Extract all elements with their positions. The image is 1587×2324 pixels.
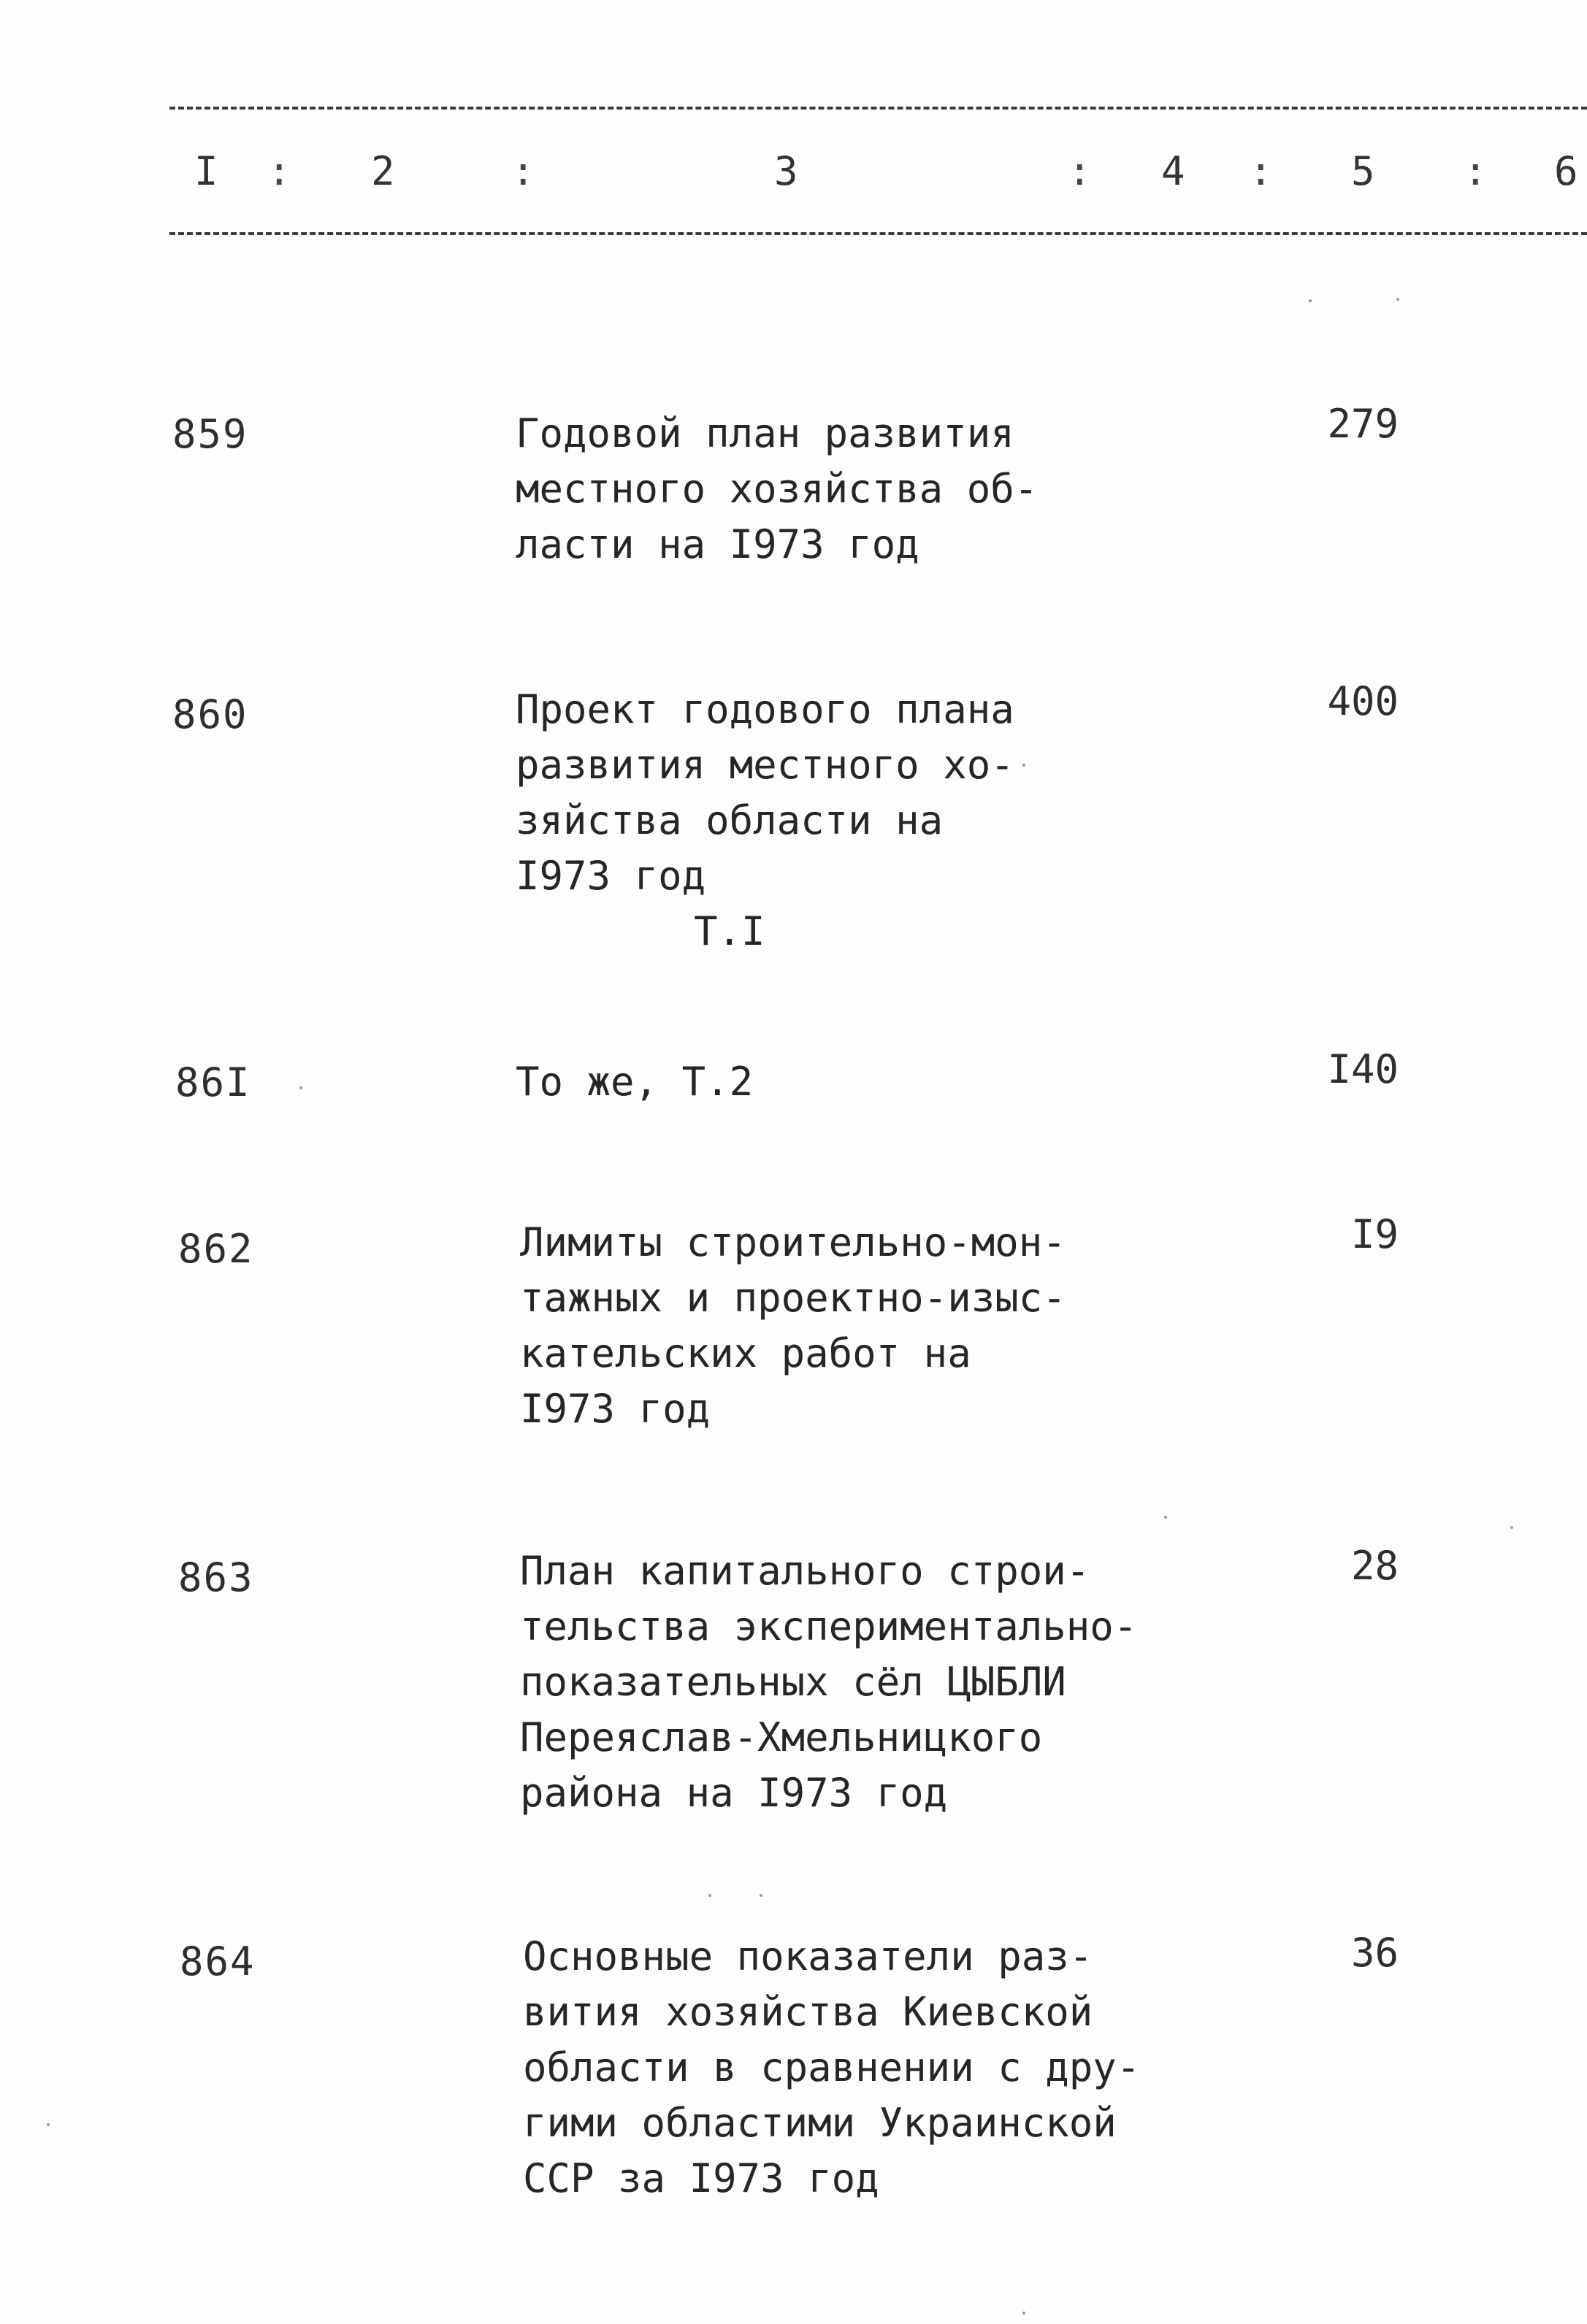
row-number: 859 [172, 411, 248, 457]
title-line: тажных и проектно-изыс- [520, 1275, 1066, 1321]
header-col-2: 2 [371, 148, 395, 194]
title-line: Основные показатели раз- [523, 1933, 1093, 1979]
title-line: Проект годового плана [516, 686, 1014, 732]
title-line: I973 год [516, 853, 706, 899]
scan-speck [760, 1894, 762, 1897]
title-line: области в сравнении с дру- [523, 2044, 1141, 2090]
row-title [520, 1543, 1137, 1821]
title-line: показательных сёл ЦЫБЛИ [520, 1659, 1066, 1705]
scan-speck [1022, 2312, 1025, 2315]
scan-speck [1022, 764, 1025, 767]
row-title [520, 1215, 1066, 1437]
row-sheet-count: 400 [1327, 678, 1399, 724]
title-line: тельства экспериментально- [520, 1603, 1138, 1649]
title-line: ССР за I973 год [523, 2155, 879, 2201]
row-title [523, 1929, 1140, 2206]
header-col-3: 3 [774, 148, 798, 194]
row-number: 860 [172, 691, 248, 737]
volume-label: Т.I [694, 908, 765, 954]
title-line: План капитального строи- [520, 1548, 1090, 1594]
title-line: Переяслав-Хмельницкого [520, 1714, 1043, 1760]
title-line: гими областими Украинской [523, 2100, 1117, 2146]
header-separator: : [1068, 148, 1092, 194]
scan-speck [47, 2123, 50, 2126]
header-bottom-rule [169, 232, 1587, 235]
row-number: 863 [178, 1554, 254, 1600]
title-line: местного хозяйства об- [516, 466, 1039, 512]
row-number: 86I [175, 1059, 251, 1105]
title-line: I973 год [520, 1386, 711, 1432]
scan-speck [708, 1894, 711, 1897]
row-sheet-count: 36 [1350, 1930, 1399, 1976]
row-number: 862 [178, 1226, 254, 1272]
header-top-rule [169, 107, 1587, 110]
title-line: вития хозяйства Киевской [523, 1989, 1093, 2035]
scan-speck [1164, 1516, 1167, 1519]
row-number: 864 [180, 1938, 256, 1984]
scan-speck [1396, 298, 1399, 301]
row-sheet-count: 279 [1327, 401, 1399, 447]
row-title [516, 1054, 753, 1110]
title-line: Лимиты строительно-мон- [520, 1219, 1066, 1265]
row-sheet-count: I40 [1327, 1046, 1399, 1092]
scan-speck [1309, 299, 1312, 302]
scan-speck [1510, 1526, 1513, 1529]
header-col-6: 6 [1554, 148, 1578, 194]
title-line: Годовой план развития [516, 410, 1014, 456]
row-sheet-count: I9 [1350, 1211, 1399, 1257]
row-title [516, 682, 1014, 959]
scan-speck [299, 1086, 302, 1089]
title-line: То же, Т.2 [516, 1059, 754, 1105]
title-line: ласти на I973 год [516, 521, 919, 567]
header-separator: : [511, 148, 535, 194]
header-col-4: 4 [1161, 148, 1185, 194]
header-separator: : [1464, 148, 1488, 194]
title-line: зяйства области на [516, 797, 944, 843]
row-title [516, 406, 1038, 572]
title-line: района на I973 год [520, 1770, 948, 1816]
header-separator: : [267, 148, 291, 194]
row-sheet-count: 28 [1350, 1543, 1399, 1589]
title-line: кательских работ на [520, 1330, 971, 1376]
header-col-1: I [194, 148, 218, 194]
header-col-5: 5 [1351, 148, 1375, 194]
title-line: развития местного хо- [516, 742, 1014, 788]
header-separator: : [1249, 148, 1273, 194]
